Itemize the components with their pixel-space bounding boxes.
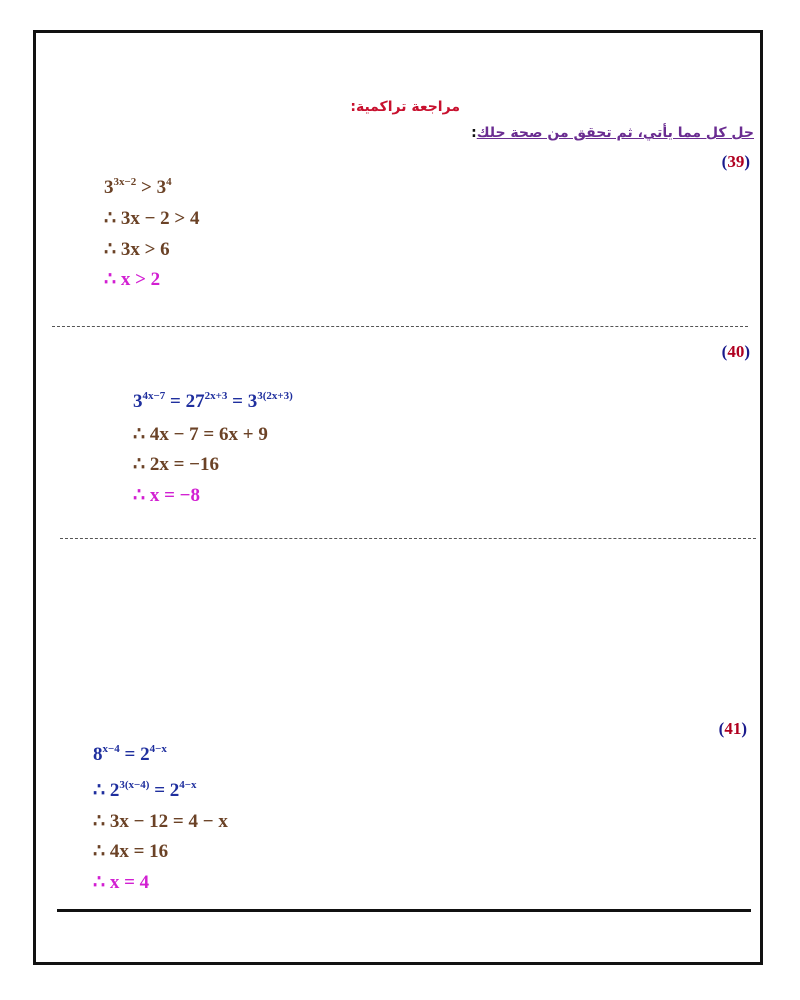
section-divider — [60, 538, 756, 539]
instruction-text — [471, 125, 754, 141]
problem-40-step-2: ∴ 4x − 7 = 6x + 9 — [133, 424, 268, 445]
problem-number-40: (40) — [721, 342, 750, 361]
section-divider — [52, 326, 748, 327]
problem-39-step-1: $3^{3x-2} > 3^4$ — [104, 175, 172, 198]
problem-41-step-2: ∴ $2^{3(x-4)} = 2^{4-x}$ — [93, 778, 197, 801]
bottom-rule — [57, 909, 751, 912]
problem-39-step-2: ∴ 3x − 2 > 4 — [104, 208, 200, 229]
problem-40-answer: ∴ x = −8 — [133, 485, 200, 506]
problem-41-answer: ∴ x = 4 — [93, 872, 150, 893]
problem-41-step-4: ∴ 4x = 16 — [93, 841, 169, 862]
problem-40-step-1: $3^{4x-7} = 27^{2x+3} = 3^{3(2x+3)}$ — [133, 389, 293, 412]
problem-number-39: (39) — [721, 152, 750, 171]
section-title: مراجعة تراكمية: — [350, 99, 460, 115]
problem-41-step-3: ∴ 3x − 12 = 4 − x — [93, 811, 228, 832]
problem-39-answer: ∴ x > 2 — [104, 269, 161, 290]
instruction-colon: : — [471, 125, 477, 141]
problem-40-step-3: ∴ 2x = −16 — [133, 454, 219, 475]
instruction-label: حل كل مما يأتي، ثم تحقق من صحة حلك — [476, 125, 754, 141]
problem-39-step-3: ∴ 3x > 6 — [104, 239, 170, 260]
problem-number-41: (41) — [718, 719, 747, 738]
problem-41-step-1: $8^{x-4} = 2^{4-x}$ — [93, 742, 167, 765]
